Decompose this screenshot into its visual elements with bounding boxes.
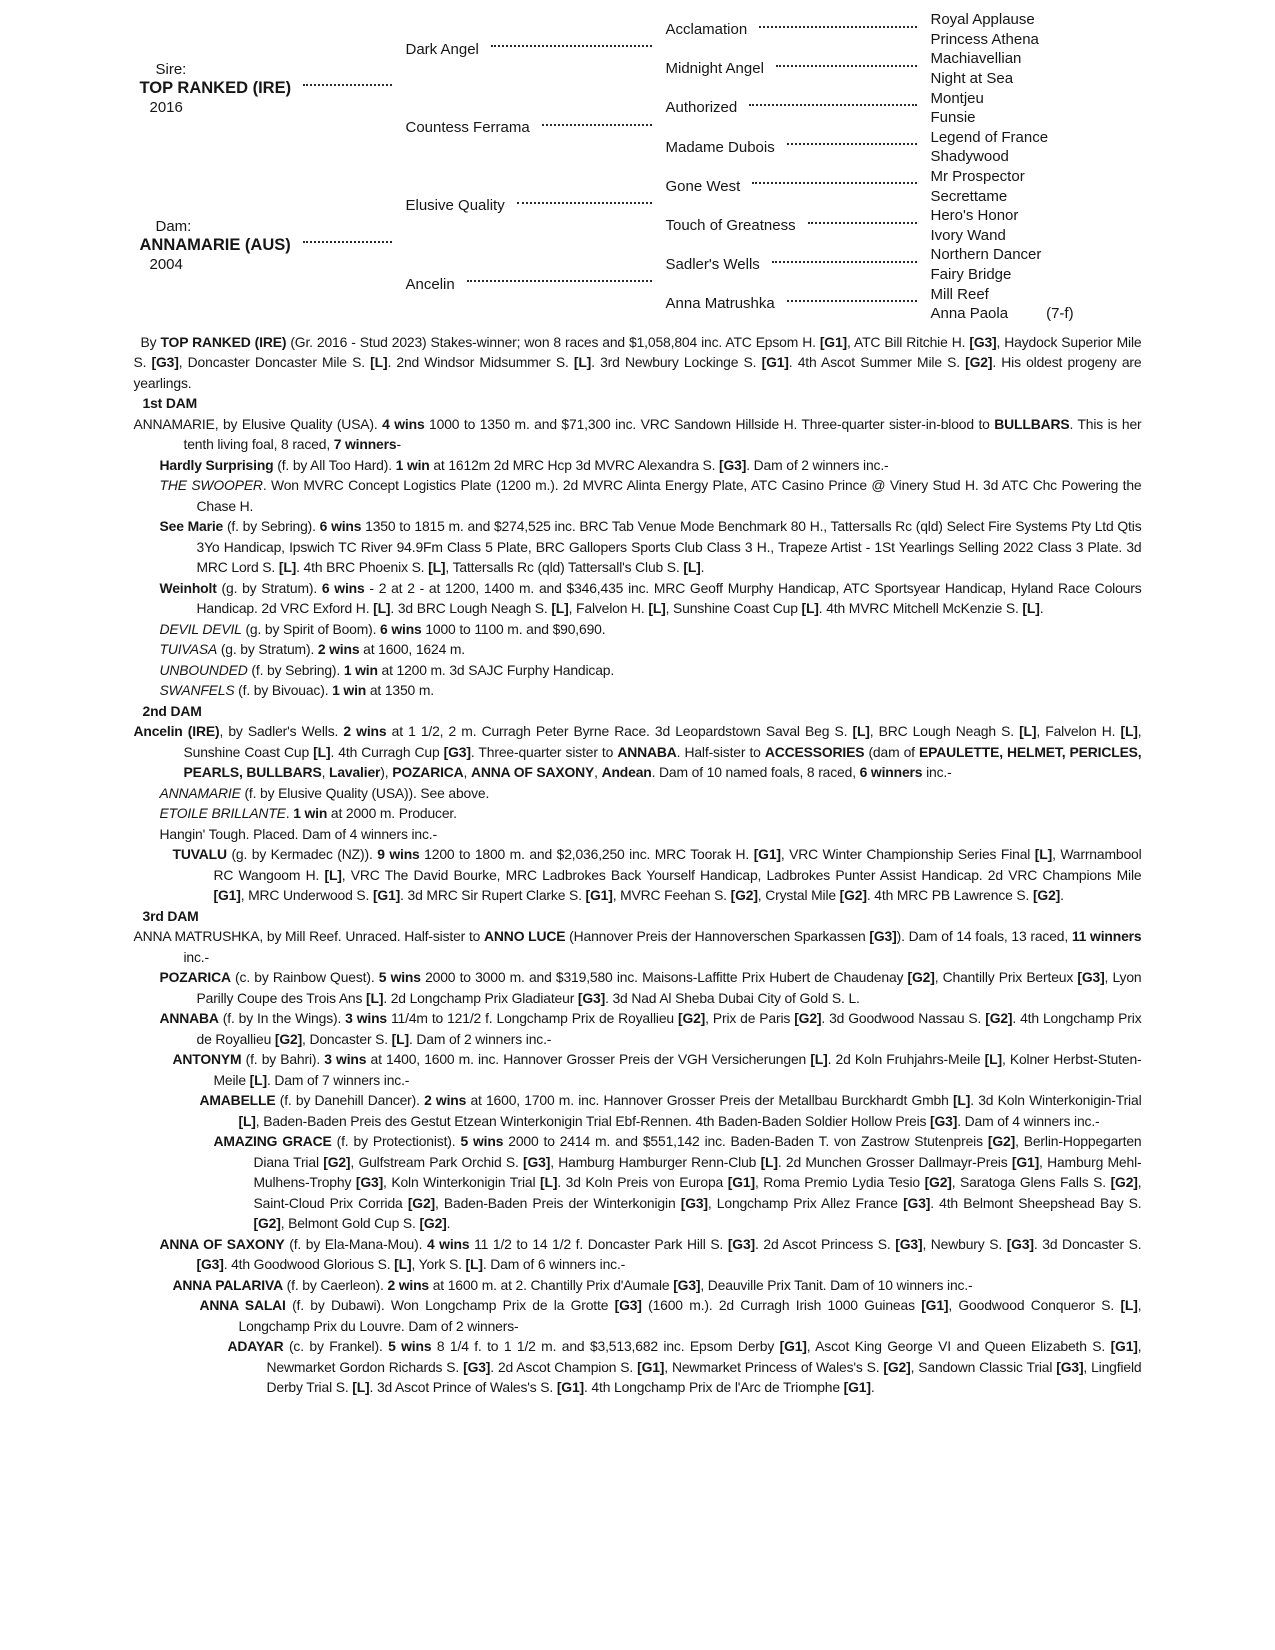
dotted-leader bbox=[772, 261, 917, 263]
pedigree-sire bbox=[134, 10, 406, 167]
dotted-leader bbox=[759, 26, 916, 28]
hardly-surprising: Hardly Surprising (f. by All Too Hard). 1 win at 1612m 2d MRC Hcp 3d MVRC Alexandra S. [G3]. Dam of 2 winners inc.- bbox=[159, 456, 889, 473]
pedigree-gen4-entry bbox=[931, 226, 1142, 246]
pedigree-gen3-entry bbox=[666, 10, 931, 49]
sire-label: Sire: bbox=[155, 60, 187, 78]
dotted-leader bbox=[776, 65, 917, 67]
pedigree-gen4-entry bbox=[931, 69, 1142, 89]
anna-palariva: ANNA PALARIVA (f. by Caerleon). 2 wins at 1600 m. at 2. Chantilly Prix d'Aumale [G3], Deauville Prix Tanit. Dam of 10 winners inc.- bbox=[172, 1276, 973, 1293]
adayar: ADAYAR (c. by Frankel). 5 wins 8 1/4 f. to 1 1/2 m. and $3,513,682 inc. Epsom Derby [G1], Ascot King George VI and Queen Elizabeth S. [G1], Newmarket Gordon Richards S. [G3]. 2d Ascot Champion S. [G1], Newmarket Princess of Wales's S. [G2], Sandown Classic Trial [G3], Lingfield Derby Trial S. [L]. 3d Ascot Prince of Wales's S. [G1]. 4th Longchamp Prix de l'Arc de Triomphe [G1]. bbox=[227, 1338, 1142, 1395]
pedigree-gen3-entry bbox=[666, 128, 931, 167]
horse-name: Elusive Quality bbox=[405, 197, 505, 215]
devil-devil: DEVIL DEVIL (g. by Spirit of Boom). 6 wins 1000 to 1100 m. and $90,690. bbox=[159, 620, 606, 637]
pedigree-gen4-entry bbox=[931, 88, 1142, 108]
horse-name: Touch of Greatness bbox=[665, 217, 796, 235]
pedigree-dam bbox=[134, 167, 406, 324]
pedigree-gen3-entry bbox=[666, 49, 931, 88]
family-number-note: (7-f) bbox=[1046, 305, 1074, 323]
pedigree-gen4-entry bbox=[931, 304, 1142, 324]
dotted-leader bbox=[787, 143, 917, 145]
etoile-brillante: ETOILE BRILLANTE. 1 win at 2000 m. Producer. bbox=[159, 805, 457, 821]
dotted-leader bbox=[303, 84, 391, 86]
annamarie-ref: ANNAMARIE (f. by Elusive Quality (USA)). See above. bbox=[159, 784, 490, 801]
horse-name: Montjeu bbox=[930, 89, 984, 107]
pedigree-gen4-entry bbox=[931, 147, 1142, 167]
horse-name: Ivory Wand bbox=[930, 226, 1006, 244]
dam-name: ANNAMARIE (AUS) bbox=[139, 235, 291, 254]
horse-name: Night at Sea bbox=[930, 70, 1014, 88]
ancelin: Ancelin (IRE), by Sadler's Wells. 2 wins at 1 1/2, 2 m. Curragh Peter Byrne Race. 3d Leopardstown Saval Beg S. [L], BRC Lough Neagh S. [L], Falvelon H. [L], Sunshine Coast Cup [L]. 4th Curragh Cup [G3]. Three-quarter sister to ANNABA. Half-sister to ACCESSORIES (dam of EPAULETTE, HELMET, PERICLES, PEARLS, BULLBARS, Lavalier), POZARICA, ANNA OF SAXONY, Andean. Dam of 10 named foals, 8 raced, 6 winners inc.- bbox=[133, 723, 1142, 780]
pedigree-gen2-entry bbox=[406, 245, 666, 323]
dotted-leader bbox=[749, 104, 916, 106]
dotted-leader bbox=[542, 124, 652, 126]
weinholt: Weinholt (g. by Stratum). 6 wins - 2 at 2 - at 1200, 1400 m. and $346,435 inc. MRC Geoff Murphy Handicap, ATC Sportsyear Handicap, Hyland Race Colours Handicap. 2d VRC Exford H. [L]. 3d BRC Lough Neagh S. [L], Falvelon H. [L], Sunshine Coast Cup [L]. 4th MVRC Mitchell McKenzie S. [L]. bbox=[159, 579, 1142, 616]
pozarica: POZARICA (c. by Rainbow Quest). 5 wins 2000 to 3000 m. and $319,580 inc. Maisons-Laffitte Prix Hubert de Chaudenay [G2], Chantilly Prix Berteux [G3], Lyon Parilly Coupe des Trois Ans [L]. 2d Longchamp Prix Gladiateur [G3]. 3d Nad Al Sheba Dubai City of Gold S. L. bbox=[159, 969, 1142, 1006]
anna-of-saxony: ANNA OF SAXONY (f. by Ela-Mana-Mou). 4 wins 11 1/2 to 14 1/2 f. Doncaster Park Hill S. [G3]. 2d Ascot Princess S. [G3], Newbury S. [G3]. 3d Doncaster S. [G3]. 4th Goodwood Glorious S. [L], York S. [L]. Dam of 6 winners inc.- bbox=[159, 1235, 1142, 1272]
pedigree-gen4-entry bbox=[931, 206, 1142, 226]
hangin-tough: Hangin' Tough. Placed. Dam of 4 winners inc.- bbox=[159, 825, 437, 842]
pedigree-gen4-entry bbox=[931, 108, 1142, 128]
see-marie: See Marie (f. by Sebring). 6 wins 1350 to 1815 m. and $274,525 inc. BRC Tab Venue Mode Benchmark 80 H., Tattersalls Rc (qld) Select Fire Systems Pty Ltd Qtis 3Yo Handicap, Ipswich TC River 94.9Fm Class 5 Plate, BRC Gallopers Sports Club Class 3 H., Trapeze Artist - 1St Yearlings Selling 2022 Class 3 Plate. 3d MRC Lord S. [L]. 4th BRC Phoenix S. [L], Tattersalls Rc (qld) Tattersall's Club S. [L]. bbox=[159, 518, 1142, 575]
unbounded: UNBOUNDED (f. by Sebring). 1 win at 1200 m. 3d SAJC Furphy Handicap. bbox=[159, 661, 615, 678]
dam1-header: 1st DAM bbox=[142, 395, 198, 411]
pedigree-gen3-entry bbox=[666, 245, 931, 284]
horse-name: Acclamation bbox=[665, 21, 748, 39]
pedigree-table bbox=[134, 10, 1142, 324]
amazing-grace: AMAZING GRACE (f. by Protectionist). 5 wins 2000 to 2414 m. and $551,142 inc. Baden-Baden T. von Zastrow Stutenpreis [G2], Berlin-Hoppegarten Diana Trial [G2], Gulfstream Park Orchid S. [G3], Hamburg Hamburger Renn-Club [L]. 2d Munchen Grosser Dallmayr-Preis [G1], Hamburg Mehl-Mulhens-Trophy [G3], Koln Winterkonigin Trial [L]. 3d Koln Preis von Europa [G1], Roma Premio Lydia Tesio [G2], Saratoga Glens Falls S. [G2], Saint-Cloud Prix Corrida [G2], Baden-Baden Preis der Winterkonigin [G3], Longchamp Prix Allez France [G3]. 4th Belmont Sheepshead Bay S. [G2], Belmont Gold Cup S. [G2]. bbox=[213, 1133, 1142, 1231]
dam-year: 2004 bbox=[149, 255, 183, 273]
pedigree-gen4-entry bbox=[931, 30, 1142, 50]
annaba: ANNABA (f. by In the Wings). 3 wins 11/4m to 121/2 f. Longchamp Prix de Royallieu [G2], Prix de Paris [G2]. 3d Goodwood Nassau S. [G2]. 4th Longchamp Prix de Royallieu [G2], Doncaster S. [L]. Dam of 2 winners inc.- bbox=[159, 1010, 1142, 1047]
swanfels: SWANFELS (f. by Bivouac). 1 win at 1350 m. bbox=[159, 682, 434, 698]
pedigree-text bbox=[134, 332, 1142, 1398]
pedigree-gen2-entry bbox=[406, 10, 666, 88]
horse-name: Ancelin bbox=[405, 275, 455, 293]
horse-name: Sadler's Wells bbox=[665, 256, 760, 274]
sire-year: 2016 bbox=[149, 98, 183, 116]
pedigree-gen3-entry bbox=[666, 88, 931, 127]
pedigree-gen4-entry bbox=[931, 265, 1142, 285]
pedigree-gen3-entry bbox=[666, 206, 931, 245]
pedigree-gen4-entry bbox=[931, 186, 1142, 206]
dotted-leader bbox=[752, 182, 916, 184]
pedigree-gen4-entry bbox=[931, 128, 1142, 148]
pedigree-gen4-entry bbox=[931, 49, 1142, 69]
catalogue-page bbox=[134, 0, 1142, 1398]
anna-matrushka: ANNA MATRUSHKA, by Mill Reef. Unraced. Half-sister to ANNO LUCE (Hannover Preis der Hannoverschen Sparkassen [G3]). Dam of 14 foals, 13 raced, 11 winners inc.- bbox=[133, 928, 1142, 965]
horse-name: Anna Matrushka bbox=[665, 295, 775, 313]
horse-name: Hero's Honor bbox=[930, 207, 1019, 225]
horse-name: Midnight Angel bbox=[665, 60, 764, 78]
pedigree-gen4-entry bbox=[931, 10, 1142, 30]
antonym: ANTONYM (f. by Bahri). 3 wins at 1400, 1600 m. inc. Hannover Grosser Preis der VGH Versicherungen [L]. 2d Koln Fruhjahrs-Meile [L], Kolner Herbst-Stuten-Meile [L]. Dam of 7 winners inc.- bbox=[172, 1051, 1142, 1088]
dotted-leader bbox=[517, 202, 652, 204]
pedigree-gen4-entry bbox=[931, 167, 1142, 187]
horse-name: Mill Reef bbox=[930, 285, 989, 303]
tuivasa: TUIVASA (g. by Stratum). 2 wins at 1600, 1624 m. bbox=[159, 641, 465, 657]
pedigree-gen3-entry bbox=[666, 167, 931, 206]
horse-name: Countess Ferrama bbox=[405, 119, 530, 137]
dam-label: Dam: bbox=[155, 217, 192, 235]
amabelle: AMABELLE (f. by Danehill Dancer). 2 wins at 1600, 1700 m. inc. Hannover Grosser Preis der Metallbau Burckhardt Gmbh [L]. 3d Koln Winterkonigin-Trial [L], Baden-Baden Preis des Gestut Etzean Winterkonigin Trial Ebf-Rennen. 4th Baden-Baden Soldier Hollow Preis [G3]. Dam of 4 winners inc.- bbox=[199, 1092, 1142, 1129]
horse-name: Gone West bbox=[665, 177, 741, 195]
horse-name: Secrettame bbox=[930, 187, 1008, 205]
horse-name: Royal Applause bbox=[930, 11, 1035, 29]
the-swooper: THE SWOOPER. Won MVRC Concept Logistics Plate (1200 m.). 2d MVRC Alinta Energy Plate, ATC Casino Prince @ Vinery Stud H. 3d ATC Chc Powering the Chase H. bbox=[159, 477, 1142, 514]
horse-name: Shadywood bbox=[930, 148, 1009, 166]
pedigree-gen2-entry bbox=[406, 88, 666, 166]
dam3-header: 3rd DAM bbox=[142, 907, 199, 924]
pedigree-gen2-entry bbox=[406, 167, 666, 245]
pedigree-gen3-entry bbox=[666, 284, 931, 323]
horse-name: Madame Dubois bbox=[665, 138, 775, 156]
horse-name: Authorized bbox=[665, 99, 738, 117]
horse-name: Anna Paola bbox=[930, 305, 1009, 323]
dotted-leader bbox=[467, 280, 652, 282]
dotted-leader bbox=[303, 241, 392, 243]
annamarie: ANNAMARIE, by Elusive Quality (USA). 4 wins 1000 to 1350 m. and $71,300 inc. VRC Sandown Hillside H. Three-quarter sister-in-blood to BULLBARS. This is her tenth living foal, 8 raced, 7 winners- bbox=[133, 415, 1142, 452]
dotted-leader bbox=[491, 45, 652, 47]
dotted-leader bbox=[808, 222, 917, 224]
horse-name: Princess Athena bbox=[930, 30, 1039, 48]
horse-name: Dark Angel bbox=[405, 40, 479, 58]
horse-name: Legend of France bbox=[930, 128, 1049, 146]
horse-name: Funsie bbox=[930, 109, 976, 127]
horse-name: Mr Prospector bbox=[930, 168, 1025, 186]
pedigree-gen4-entry bbox=[931, 245, 1142, 265]
sire-name: TOP RANKED (IRE) bbox=[139, 78, 292, 97]
dotted-leader bbox=[787, 300, 917, 302]
pedigree-gen4-entry bbox=[931, 284, 1142, 304]
horse-name: Northern Dancer bbox=[930, 246, 1042, 264]
byline: By TOP RANKED (IRE) (Gr. 2016 - Stud 2023) Stakes-winner; won 8 races and $1,058,804 inc. ATC Epsom H. [G1], ATC Bill Ritchie H. [G3], Haydock Superior Mile S. [G3], Doncaster Doncaster Mile S. [L]. 2nd Windsor Midsummer S. [L]. 3rd Newbury Lockinge S. [G1]. 4th Ascot Summer Mile S. [G2]. His oldest progeny are yearlings. bbox=[133, 333, 1142, 391]
anna-salai: ANNA SALAI (f. by Dubawi). Won Longchamp Prix de la Grotte [G3] (1600 m.). 2d Curragh Irish 1000 Guineas [G1], Goodwood Conqueror S. [L], Longchamp Prix du Louvre. Dam of 2 winners- bbox=[199, 1297, 1142, 1334]
dam2-header: 2nd DAM bbox=[142, 702, 202, 719]
horse-name: Machiavellian bbox=[930, 50, 1022, 68]
horse-name: Fairy Bridge bbox=[930, 266, 1012, 284]
tuvalu: TUVALU (g. by Kermadec (NZ)). 9 wins 1200 to 1800 m. and $2,036,250 inc. MRC Toorak H. [G1], VRC Winter Championship Series Final [L], Warrnambool RC Wangoom H. [L], VRC The David Bourke, MRC Ladbrokes Back Yourself Handicap, Ladbrokes Punter Assist Handicap. 2d VRC Champions Mile [G1], MRC Underwood S. [G1]. 3d MRC Sir Rupert Clarke S. [G1], MVRC Feehan S. [G2], Crystal Mile [G2]. 4th MRC PB Lawrence S. [G2]. bbox=[172, 846, 1142, 903]
